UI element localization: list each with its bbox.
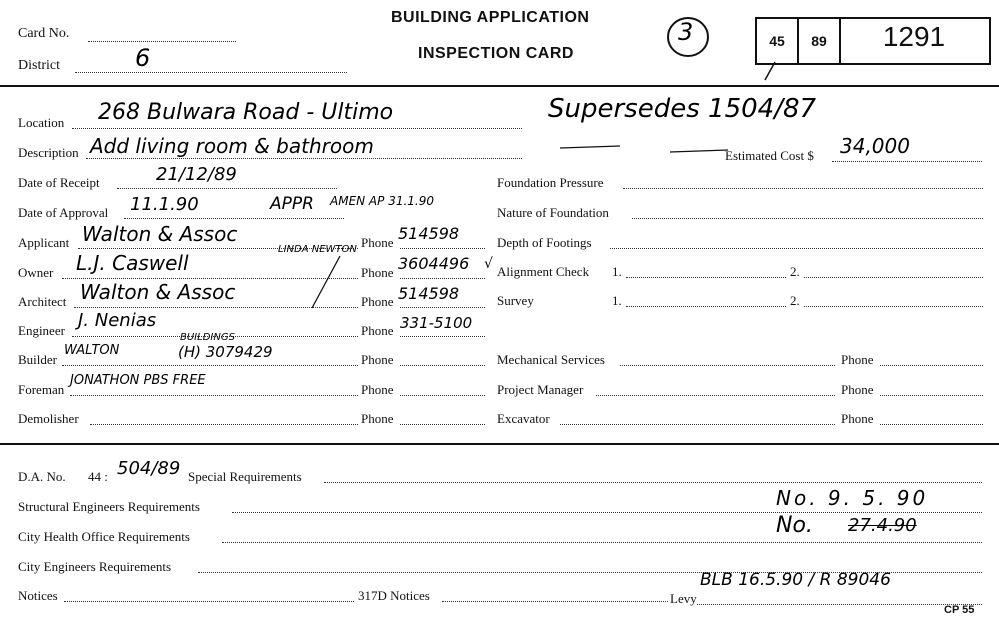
- project-manager-label: Project Manager: [497, 382, 584, 397]
- health-struck-date: 27.4.90: [848, 515, 917, 536]
- alignment-check-2-line: [804, 277, 983, 278]
- applicant-phone-line: [400, 248, 485, 249]
- mechanical-services-line: [620, 365, 835, 366]
- date-of-receipt-line: [117, 188, 337, 189]
- city-engineers-label: City Engineers Requirements: [18, 559, 172, 574]
- pen-slash-mark: [290, 252, 350, 312]
- date-of-receipt-value: 21/12/89: [156, 164, 237, 185]
- owner-phone-line: [400, 278, 485, 279]
- card-no-label: Card No.: [18, 26, 70, 41]
- foreman-label: Foreman: [18, 382, 65, 397]
- reference-box: [755, 17, 991, 65]
- survey-1-line: [626, 306, 786, 307]
- survey-label: Survey: [497, 293, 534, 308]
- description-line: [86, 158, 522, 159]
- special-requirements-label: Special Requirements: [188, 469, 302, 484]
- structural-engineers-label: Structural Engineers Requirements: [18, 499, 200, 514]
- project-manager-phone-label: Phone: [841, 382, 874, 397]
- demolisher-label: Demolisher: [18, 411, 79, 426]
- date-of-approval-value: 11.1.90: [130, 194, 199, 215]
- mechanical-phone-line: [880, 365, 983, 366]
- engineer-phone-value: 331-5100: [400, 314, 473, 332]
- form-title-line1: BUILDING APPLICATION: [391, 9, 590, 26]
- architect-phone-line: [400, 307, 485, 308]
- location-value: 268 Bulwara Road - Ultimo: [98, 100, 394, 125]
- survey-2-line: [804, 306, 983, 307]
- demolisher-line: [90, 424, 358, 425]
- da-no-label: D.A. No.: [18, 469, 66, 484]
- estimated-cost-line: [832, 161, 982, 162]
- form-code: CP 55: [944, 604, 975, 616]
- builder-phone-line: [400, 365, 485, 366]
- architect-phone-label: Phone: [361, 294, 394, 309]
- owner-note: LINDA NEWTON: [278, 244, 357, 255]
- pen-strike-line: [560, 140, 730, 160]
- reference-box-b: 89: [799, 19, 841, 63]
- levy-value: BLB 16.5.90 / R 89046: [700, 570, 891, 590]
- demolisher-phone-line: [400, 424, 485, 425]
- engineer-phone-label: Phone: [361, 323, 394, 338]
- date-of-approval-line: [124, 218, 344, 219]
- architect-value: Walton & Assoc: [80, 280, 236, 304]
- builder-value: WALTON: [64, 343, 120, 358]
- reference-number: 1291: [882, 21, 946, 52]
- city-health-office-line: [222, 542, 982, 543]
- description-value: Add living room & bathroom: [90, 134, 374, 158]
- supersedes-note: Supersedes 1504/87: [548, 94, 817, 124]
- excavator-phone-line: [880, 424, 983, 425]
- builder-label: Builder: [18, 352, 57, 367]
- builder-line: [62, 365, 358, 366]
- architect-phone-value: 514598: [398, 284, 460, 303]
- levy-line: [697, 604, 982, 605]
- applicant-label: Applicant: [18, 235, 70, 250]
- special-requirements-line: [324, 482, 982, 483]
- engineer-value: J. Nenias: [78, 310, 157, 331]
- district-line: [75, 72, 347, 73]
- location-label: Location: [18, 115, 65, 130]
- survey-2: 2.: [790, 293, 800, 308]
- date-of-approval-label: Date of Approval: [18, 205, 109, 220]
- depth-of-footings-label: Depth of Footings: [497, 235, 592, 250]
- date-of-receipt-label: Date of Receipt: [18, 175, 100, 190]
- demolisher-phone-label: Phone: [361, 411, 394, 426]
- city-health-office-label: City Health Office Requirements: [18, 529, 190, 544]
- da-number-value: 504/89: [117, 458, 181, 479]
- foundation-pressure-line: [623, 188, 983, 189]
- owner-label: Owner: [18, 265, 54, 280]
- notices-line: [64, 601, 354, 602]
- builder-note: BUILDINGS: [180, 332, 235, 343]
- pen-check-mark: √: [484, 256, 493, 272]
- notices-317d-line: [442, 601, 668, 602]
- district-label: District: [18, 58, 60, 73]
- description-label: Description: [18, 145, 79, 160]
- mechanical-phone-label: Phone: [841, 352, 874, 367]
- applicant-phone-label: Phone: [361, 235, 394, 250]
- excavator-label: Excavator: [497, 411, 550, 426]
- foundation-pressure-label: Foundation Pressure: [497, 175, 604, 190]
- reference-box-a: 45: [757, 19, 799, 63]
- notices-317d-label: 317D Notices: [358, 588, 430, 603]
- nature-of-foundation-line: [632, 218, 983, 219]
- engineer-phone-line: [400, 336, 485, 337]
- applicant-phone-value: 514598: [398, 224, 460, 243]
- nature-of-foundation-label: Nature of Foundation: [497, 205, 609, 220]
- project-manager-line: [596, 395, 835, 396]
- section-rule: [0, 443, 999, 445]
- survey-1: 1.: [612, 293, 622, 308]
- alignment-check-2: 2.: [790, 264, 800, 279]
- district-value: 6: [135, 44, 151, 72]
- levy-label: Levy: [670, 591, 697, 606]
- da-prefix: 44 :: [88, 469, 108, 484]
- pen-tick-mark: [755, 60, 785, 84]
- notices-label: Notices: [18, 588, 58, 603]
- amend-note: AMEN AP 31.1.90: [330, 194, 434, 208]
- owner-phone-label: Phone: [361, 265, 394, 280]
- project-manager-phone-line: [880, 395, 983, 396]
- foreman-phone-line: [400, 395, 485, 396]
- builder-phone-label: Phone: [361, 352, 394, 367]
- builder-home-phone: (H) 3079429: [178, 343, 273, 361]
- foreman-value: JONATHON PBS FREE: [70, 373, 206, 388]
- alignment-check-label: Alignment Check: [497, 264, 590, 279]
- structural-engineers-line: [232, 512, 982, 513]
- foreman-line: [70, 395, 358, 396]
- owner-phone-value: 3604496: [398, 254, 470, 273]
- health-note: No.: [776, 513, 813, 538]
- card-no-line: [88, 41, 236, 42]
- approval-note: APPR: [270, 194, 314, 214]
- applicant-value: Walton & Assoc: [82, 222, 238, 246]
- depth-of-footings-line: [610, 248, 983, 249]
- excavator-line: [560, 424, 835, 425]
- engineer-label: Engineer: [18, 323, 65, 338]
- estimated-cost-value: 34,000: [840, 134, 910, 158]
- owner-value: L.J. Caswell: [76, 251, 189, 275]
- architect-label: Architect: [18, 294, 67, 309]
- structural-note: No. 9. 5. 90: [776, 486, 929, 510]
- alignment-check-1: 1.: [612, 264, 622, 279]
- form-title-line2: INSPECTION CARD: [418, 45, 574, 62]
- circled-number: 3: [678, 18, 694, 46]
- excavator-phone-label: Phone: [841, 411, 874, 426]
- foreman-phone-label: Phone: [361, 382, 394, 397]
- estimated-cost-label: Estimated Cost $: [725, 148, 814, 163]
- location-line: [72, 128, 522, 129]
- mechanical-services-label: Mechanical Services: [497, 352, 605, 367]
- alignment-check-1-line: [626, 277, 786, 278]
- header-rule: [0, 85, 999, 87]
